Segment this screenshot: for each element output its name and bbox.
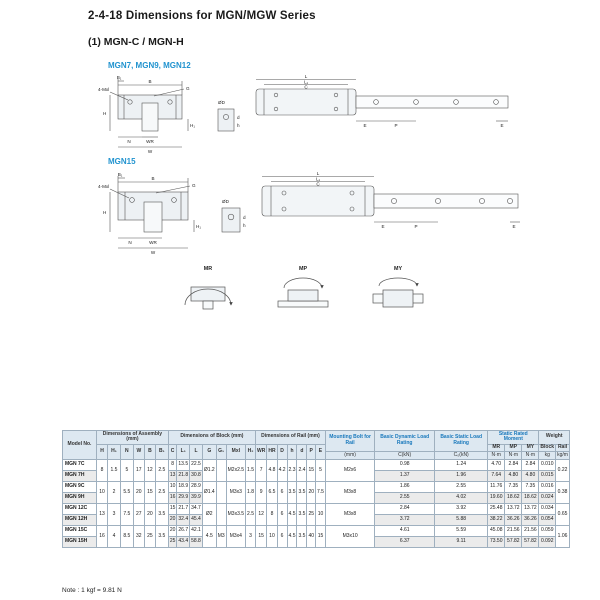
table-cell: 3.5 (155, 526, 168, 548)
bolt-cell: M3x8 (325, 504, 374, 526)
col-sub: d (297, 444, 307, 460)
col-header-assembly: Dimensions of Assembly (mm) (97, 431, 169, 445)
table-cell: 16 (168, 493, 177, 504)
table-cell: 36.26 (522, 515, 539, 526)
table-cell: 21.56 (522, 526, 539, 537)
model-cell: MGN 15C (63, 526, 97, 537)
col-sub: H₁ (108, 444, 121, 460)
table-cell: 0.059 (539, 526, 556, 537)
col-sub-my: MY (522, 444, 539, 452)
unit-rail-kg: kg/m (557, 451, 568, 458)
table-cell: 42.1 (190, 526, 203, 537)
model-cell: MGN 9H (63, 493, 97, 504)
unit-dynamic: C(kN) (375, 452, 435, 460)
col-sub: C (168, 444, 177, 460)
table-cell: 17 (133, 460, 144, 482)
table-cell: 6.37 (375, 537, 435, 548)
table-cell: 3.5 (297, 482, 307, 504)
table-cell: M3x3.5 (226, 504, 245, 526)
table-cell: 0.034 (539, 504, 556, 515)
dim-label: B (148, 79, 152, 84)
dim-label: L₁ (303, 79, 309, 85)
dim-label: W (147, 149, 153, 154)
col-header-moment: Static Rated Moment (488, 431, 539, 445)
table-cell: 1.96 (435, 471, 488, 482)
col-sub: W (133, 444, 144, 460)
table-cell: M3x3 (226, 482, 245, 504)
table-cell: 2.3 (287, 460, 297, 482)
dim-label: ØD (222, 199, 229, 204)
table-cell: 15 (307, 460, 316, 482)
table-cell: 3.5 (155, 504, 168, 526)
model-cell: MGN 7C (63, 460, 97, 471)
table-cell: 5 (120, 460, 133, 482)
table-cell: 9.11 (435, 537, 488, 548)
col-sub-weight-block: Block (540, 444, 555, 450)
dim-label: G (192, 183, 196, 188)
model-cell: MGN 7H (63, 471, 97, 482)
table-cell: 10 (316, 504, 326, 526)
table-cell: 20 (307, 482, 316, 504)
table-row (63, 526, 570, 537)
table-cell: 5 (316, 460, 326, 482)
table-cell: 13.72 (505, 504, 522, 515)
table-cell: 0.054 (539, 515, 556, 526)
section-subtitle: (1) MGN-C / MGN-H (88, 36, 184, 48)
table-cell: 2 (108, 482, 121, 504)
series-label-mgn7912: MGN7, MGN9, MGN12 (108, 61, 191, 70)
col-sub: WR (256, 444, 267, 460)
col-sub: B₁ (155, 444, 168, 460)
col-header-model: Model No. (63, 431, 97, 460)
table-cell: 26.7 (177, 526, 190, 537)
col-sub: h (287, 444, 297, 460)
dim-label: B (151, 176, 155, 181)
table-cell: 4.2 (277, 460, 287, 482)
table-cell: 7.5 (120, 504, 133, 526)
table-cell: 8 (97, 460, 108, 482)
table-cell: 45.08 (488, 526, 505, 537)
table-cell: 1.86 (375, 482, 435, 493)
table-cell: 0.98 (375, 460, 435, 471)
dim-label: W (150, 250, 156, 255)
table-cell: 4.5 (287, 526, 297, 548)
moment-label-my: MY (393, 266, 403, 272)
table-cell: 15 (144, 482, 155, 504)
table-cell: 2.84 (505, 460, 522, 471)
table-cell: 7 (256, 460, 267, 482)
table-cell: 0.38 (556, 482, 570, 504)
table-cell: 1.06 (556, 526, 570, 548)
table-cell: 27 (133, 504, 144, 526)
dim-label: E (512, 224, 516, 229)
table-cell: 10 (97, 482, 108, 504)
table-cell: 6 (277, 482, 287, 504)
table-cell: 7.35 (522, 482, 539, 493)
dimension-table (62, 430, 570, 548)
drawing-mgn15 (98, 168, 528, 258)
table-cell: 10 (267, 526, 277, 548)
col-sub: G (202, 444, 216, 460)
table-cell: 4.70 (488, 460, 505, 471)
table-cell: 2.55 (375, 493, 435, 504)
table-cell: 0.092 (539, 537, 556, 548)
moment-diagrams (168, 261, 448, 313)
table-row (63, 504, 570, 515)
dim-label: B₁ (116, 75, 122, 80)
table-cell: 8 (168, 460, 177, 471)
dim-label: 4-Mxl (98, 87, 110, 92)
table-cell: 2.55 (435, 482, 488, 493)
table-row (63, 482, 570, 493)
dim-label: C (316, 181, 320, 187)
dim-label: B₁ (117, 172, 123, 177)
table-cell: 13.5 (177, 460, 190, 471)
bolt-cell: M3x8 (325, 482, 374, 504)
col-sub-mr: MR (488, 444, 505, 452)
table-cell: 0.016 (539, 482, 556, 493)
table-cell: 6 (277, 504, 287, 526)
dim-label: N (127, 139, 131, 144)
dim-label: H (103, 111, 107, 116)
table-cell: 9 (256, 482, 267, 504)
table-cell: 40 (307, 526, 316, 548)
table-cell: 1.24 (435, 460, 488, 471)
series-label-mgn15: MGN15 (108, 157, 136, 166)
table-cell: 0.22 (556, 460, 570, 482)
col-sub: G₁ (216, 444, 226, 460)
table-cell: 1.5 (108, 460, 121, 482)
table-cell: 8 (267, 504, 277, 526)
table-cell (216, 460, 226, 482)
table-cell: 20 (133, 482, 144, 504)
col-sub: E (316, 444, 326, 460)
table-cell: 1.37 (375, 471, 435, 482)
table-cell: 45.4 (190, 515, 203, 526)
dim-label: P (414, 224, 418, 229)
unit-my: N·m (522, 452, 539, 460)
col-header-static: Basic Static Load Rating (435, 431, 488, 452)
col-sub-weight-rail: Rail (556, 444, 570, 452)
table-cell: 0.015 (539, 471, 556, 482)
table-cell: 2.84 (522, 460, 539, 471)
table-cell: 21.7 (177, 504, 190, 515)
dim-label: h (243, 223, 246, 228)
table-cell: 13 (168, 471, 177, 482)
dim-label: H₁ (196, 224, 201, 229)
table-cell: 4 (108, 526, 121, 548)
col-sub: H (97, 444, 108, 460)
dim-label: d (237, 115, 240, 120)
table-cell: 5.88 (435, 515, 488, 526)
unit-static: C₀(kN) (435, 452, 488, 460)
table-cell: 15 (256, 526, 267, 548)
col-sub: N (120, 444, 133, 460)
table-cell (216, 504, 226, 526)
table-cell: 0.010 (539, 460, 556, 471)
table-cell: 18.9 (177, 482, 190, 493)
table-cell (216, 482, 226, 504)
dim-label: L (304, 74, 308, 79)
table-cell: 16 (97, 526, 108, 548)
dim-label: P (394, 123, 398, 128)
col-sub: D (277, 444, 287, 460)
table-cell: 3.72 (375, 515, 435, 526)
unit-block-kg: kg (539, 452, 556, 460)
table-cell: 13.72 (522, 504, 539, 515)
dim-label: C (304, 84, 308, 90)
dim-label: h (237, 123, 240, 128)
table-cell: M3 (216, 526, 226, 548)
dim-label: H₁ (190, 123, 195, 128)
table-cell: 20 (144, 504, 155, 526)
table-cell: 73.50 (488, 537, 505, 548)
dim-label: L (316, 171, 320, 176)
table-cell: 4.02 (435, 493, 488, 504)
table-cell: 0.024 (539, 493, 556, 504)
table-cell: 25 (307, 504, 316, 526)
table-cell: 2.5 (246, 504, 256, 526)
table-cell: 8.5 (120, 526, 133, 548)
table-cell: 18.62 (505, 493, 522, 504)
cross-section-view (98, 75, 195, 154)
bolt-cell: M3x10 (325, 526, 374, 548)
table-cell: 3 (246, 526, 256, 548)
table-cell: 57.82 (522, 537, 539, 548)
table-header-groups (63, 431, 570, 445)
table-cell: 25 (168, 537, 177, 548)
model-cell: MGN 12H (63, 515, 97, 526)
table-cell: 34.7 (190, 504, 203, 515)
table-cell: 21.8 (177, 471, 190, 482)
dimension-table-body (63, 460, 570, 548)
table-cell: 10 (168, 482, 177, 493)
table-cell: 6.5 (267, 482, 277, 504)
table-cell: M3x4 (226, 526, 245, 548)
moment-yaw-icon (373, 266, 423, 307)
moment-label-mp: MP (298, 266, 308, 272)
dim-label: G (186, 86, 190, 91)
table-cell: 5.59 (435, 526, 488, 537)
table-cell: 7.5 (316, 482, 326, 504)
model-cell: MGN 15H (63, 537, 97, 548)
drawing-mgn7912 (98, 73, 522, 155)
col-sub: P (307, 444, 316, 460)
footnote: Note : 1 kgf = 9.81 N (62, 587, 122, 594)
table-cell: 4.8 (267, 460, 277, 482)
table-cell: 6 (277, 526, 287, 548)
table-header-sub (63, 444, 570, 452)
table-cell: 2.4 (297, 460, 307, 482)
table-cell: 30.8 (190, 471, 203, 482)
table-cell: 18.62 (522, 493, 539, 504)
dim-label: N (128, 240, 132, 245)
col-sub: B (144, 444, 155, 460)
moment-roll-icon (185, 266, 231, 309)
dim-label: WR (149, 240, 157, 245)
table-cell: 4.5 (287, 504, 297, 526)
side-view-15 (222, 171, 520, 232)
table-cell: 20 (168, 515, 177, 526)
dim-label: ØD (218, 100, 225, 105)
table-cell: 1.8 (246, 482, 256, 504)
table-cell: 58.8 (190, 537, 203, 548)
table-cell: Ø2 (202, 504, 216, 526)
col-sub: L₁ (177, 444, 190, 460)
table-cell: 11.76 (488, 482, 505, 493)
col-sub-mp: MP (505, 444, 522, 452)
table-cell: 38.22 (488, 515, 505, 526)
col-header-bolt: Mounting Bolt for Rail (325, 431, 374, 452)
cross-section-view-15 (98, 172, 201, 255)
table-cell: 7.64 (488, 471, 505, 482)
unit-bolt: (mm) (325, 452, 374, 460)
dim-label: L₁ (315, 176, 321, 182)
table-cell: 28.9 (190, 482, 203, 493)
table-cell: M2x2.5 (226, 460, 245, 482)
table-cell: 3.5 (297, 504, 307, 526)
table-cell: 19.60 (488, 493, 505, 504)
table-cell: 20 (168, 526, 177, 537)
table-cell: 4.61 (375, 526, 435, 537)
table-cell: 3.92 (435, 504, 488, 515)
table-cell: 0.65 (556, 504, 570, 526)
moment-label-mr: MR (203, 266, 213, 272)
table-cell: 57.82 (505, 537, 522, 548)
table-cell: 12 (144, 460, 155, 482)
dim-label: E (500, 123, 504, 128)
col-sub: Mxl (226, 444, 245, 460)
col-header-block: Dimensions of Block (mm) (168, 431, 255, 445)
dim-label: E (381, 224, 385, 229)
table-cell: 3.5 (287, 482, 297, 504)
table-cell: 4.80 (505, 471, 522, 482)
col-header-weight: Weight (539, 431, 570, 445)
dim-label: H (103, 210, 107, 215)
table-cell: 39.9 (190, 493, 203, 504)
table-cell: Ø1.4 (202, 482, 216, 504)
table-cell: 7.35 (505, 482, 522, 493)
table-cell: 5.5 (120, 482, 133, 504)
col-sub: HR (267, 444, 277, 460)
table-cell: 13 (97, 504, 108, 526)
dim-label: 4-Mxl (98, 184, 110, 189)
table-cell: 2.84 (375, 504, 435, 515)
table-cell: 32.4 (177, 515, 190, 526)
table-cell: 3 (108, 504, 121, 526)
col-header-dynamic: Basic Dynamic Load Rating (375, 431, 435, 452)
table-cell: 29.9 (177, 493, 190, 504)
table-cell: 43.4 (177, 537, 190, 548)
unit-mp: N·m (505, 452, 522, 460)
dim-label: d (243, 215, 246, 220)
table-cell: 25.48 (488, 504, 505, 515)
col-header-rail: Dimensions of Rail (mm) (256, 431, 326, 445)
moment-pitch-icon (278, 266, 328, 307)
table-cell: 22.5 (190, 460, 203, 471)
model-cell: MGN 9C (63, 482, 97, 493)
side-view (218, 74, 508, 131)
table-cell: 32 (133, 526, 144, 548)
table-cell: 4.80 (522, 471, 539, 482)
model-cell: MGN 12C (63, 504, 97, 515)
page-title: 2-4-18 Dimensions for MGN/MGW Series (88, 10, 316, 22)
table-row (63, 460, 570, 471)
table-cell: 15 (316, 526, 326, 548)
table-cell: 3.5 (297, 526, 307, 548)
col-sub: L (190, 444, 203, 460)
table-cell: 2.5 (155, 460, 168, 482)
dim-label: WR (146, 139, 154, 144)
col-sub: H₂ (246, 444, 256, 460)
table-cell: 21.56 (505, 526, 522, 537)
table-cell: 2.5 (155, 482, 168, 504)
table-cell: 36.26 (505, 515, 522, 526)
table-cell: 1.5 (246, 460, 256, 482)
table-cell: 12 (256, 504, 267, 526)
bolt-cell: M2x6 (325, 460, 374, 482)
table-cell: Ø1.2 (202, 460, 216, 482)
table-cell: 15 (168, 504, 177, 515)
dim-label: E (363, 123, 367, 128)
table-cell: 4.5 (202, 526, 216, 548)
table-cell: 25 (144, 526, 155, 548)
unit-mr: N·m (488, 452, 505, 460)
